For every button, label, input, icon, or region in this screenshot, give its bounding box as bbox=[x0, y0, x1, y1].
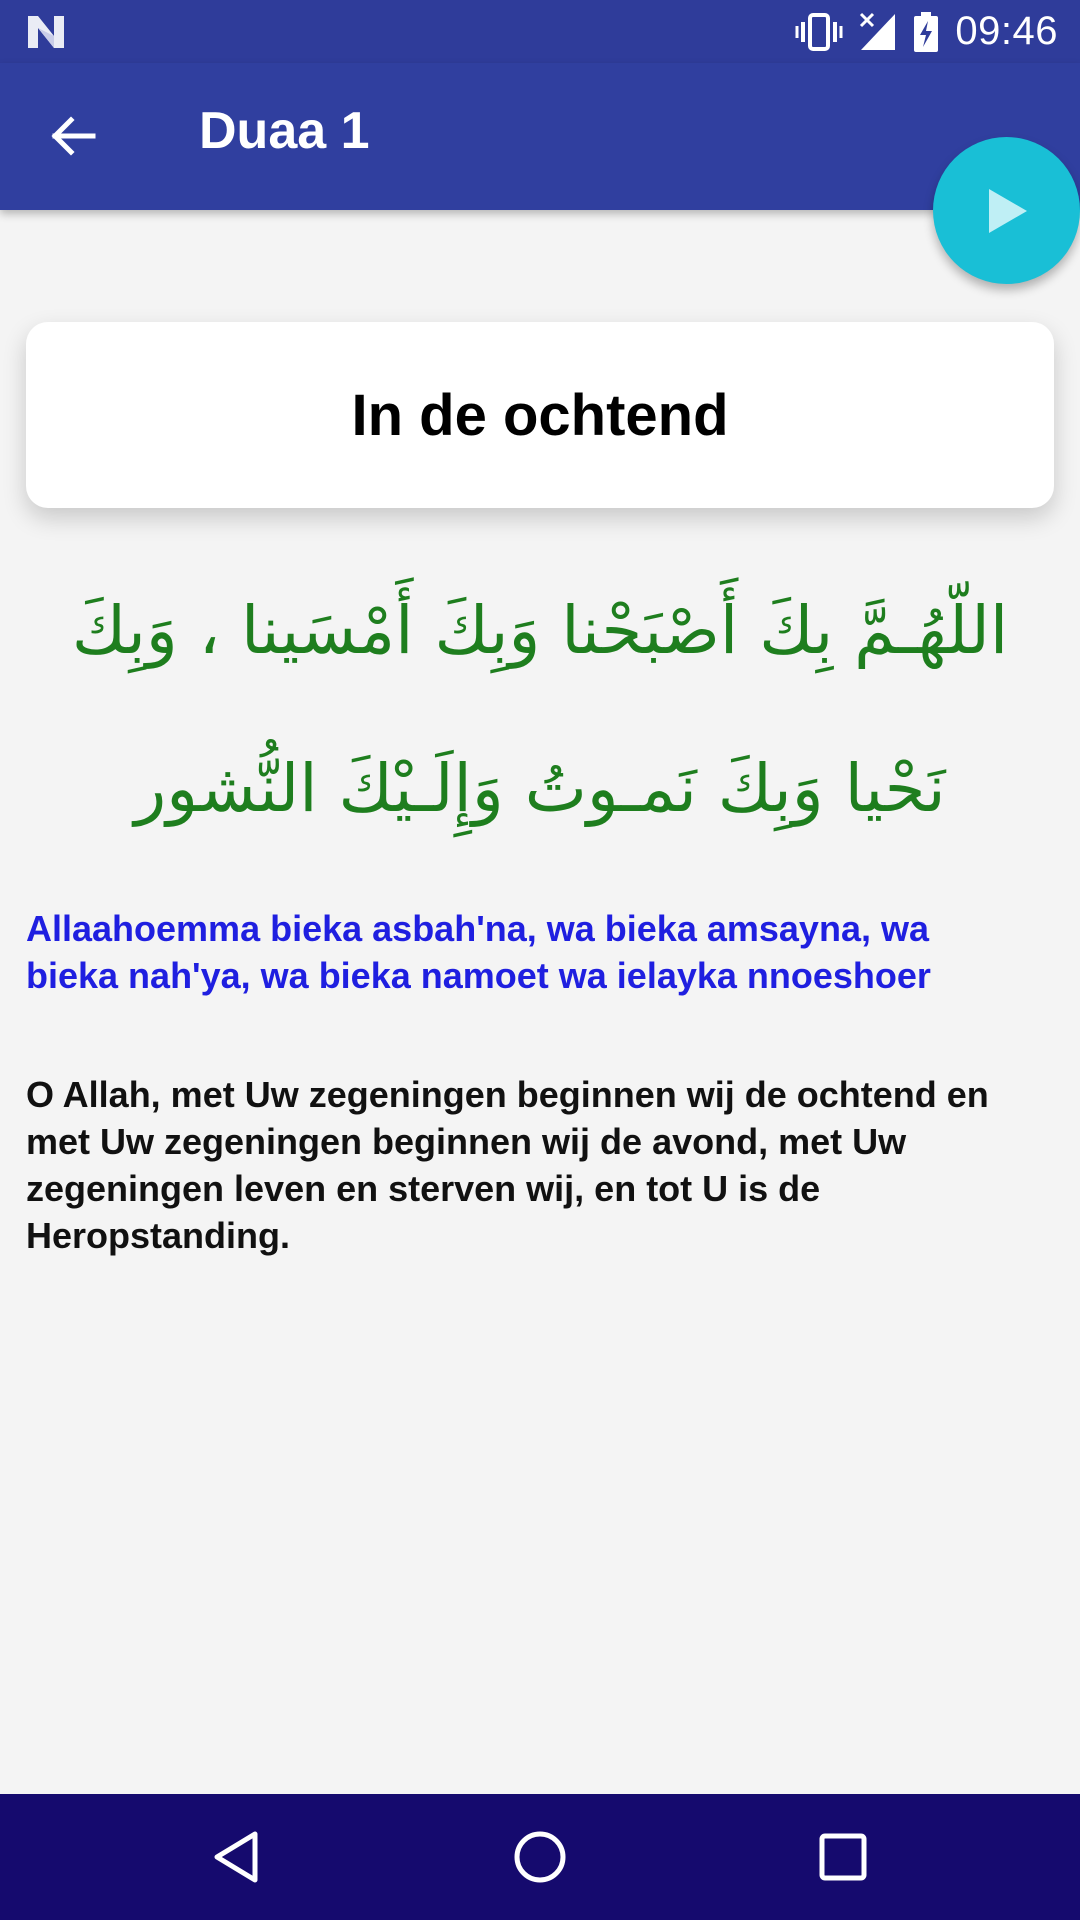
translation-text: O Allah, met Uw zegeningen beginnen wij de ochtend en met Uw zegeningen beginnen wij de avond, met Uw zegeningen leven en sterven wij, en tot U is de Heropstanding. bbox=[26, 1074, 989, 1256]
nav-back-icon bbox=[211, 1830, 261, 1884]
transliteration-text: Allaahoemma bieka asbah'na, wa bieka amsayna, wa bieka nah'ya, wa bieka namoet wa ielayka nnoeshoer bbox=[26, 908, 931, 996]
play-button[interactable] bbox=[933, 137, 1080, 284]
nav-back-button[interactable] bbox=[199, 1820, 273, 1894]
nav-home-button[interactable] bbox=[503, 1820, 577, 1894]
nav-home-icon bbox=[513, 1830, 567, 1884]
play-icon bbox=[985, 187, 1029, 235]
back-button[interactable] bbox=[40, 103, 106, 169]
vibrate-icon bbox=[795, 12, 843, 52]
status-icons bbox=[795, 0, 1058, 63]
nav-recents-icon bbox=[818, 1832, 868, 1882]
section-title: In de ochtend bbox=[351, 382, 729, 448]
battery-charging-icon bbox=[913, 12, 939, 52]
nav-recents-button[interactable] bbox=[806, 1820, 880, 1894]
page-title: Duaa 1 bbox=[199, 102, 370, 160]
app-bar bbox=[0, 63, 1080, 210]
status-time: 09:46 bbox=[955, 9, 1058, 53]
status-bar bbox=[0, 0, 1080, 63]
navigation-bar bbox=[0, 1794, 1080, 1920]
n-logo-icon bbox=[26, 12, 66, 52]
arrow-back-icon bbox=[49, 112, 97, 160]
signal-icon bbox=[859, 12, 897, 52]
section-card bbox=[26, 322, 1054, 508]
arabic-text: اللّهُـمَّ بِكَ أَصْبَحْنا وَبِكَ أَمْسَينا ، وَبِكَ نَحْيا وَبِكَ نَمـوتُ وَإِلَـيْكَ النُّشور bbox=[71, 592, 1009, 827]
